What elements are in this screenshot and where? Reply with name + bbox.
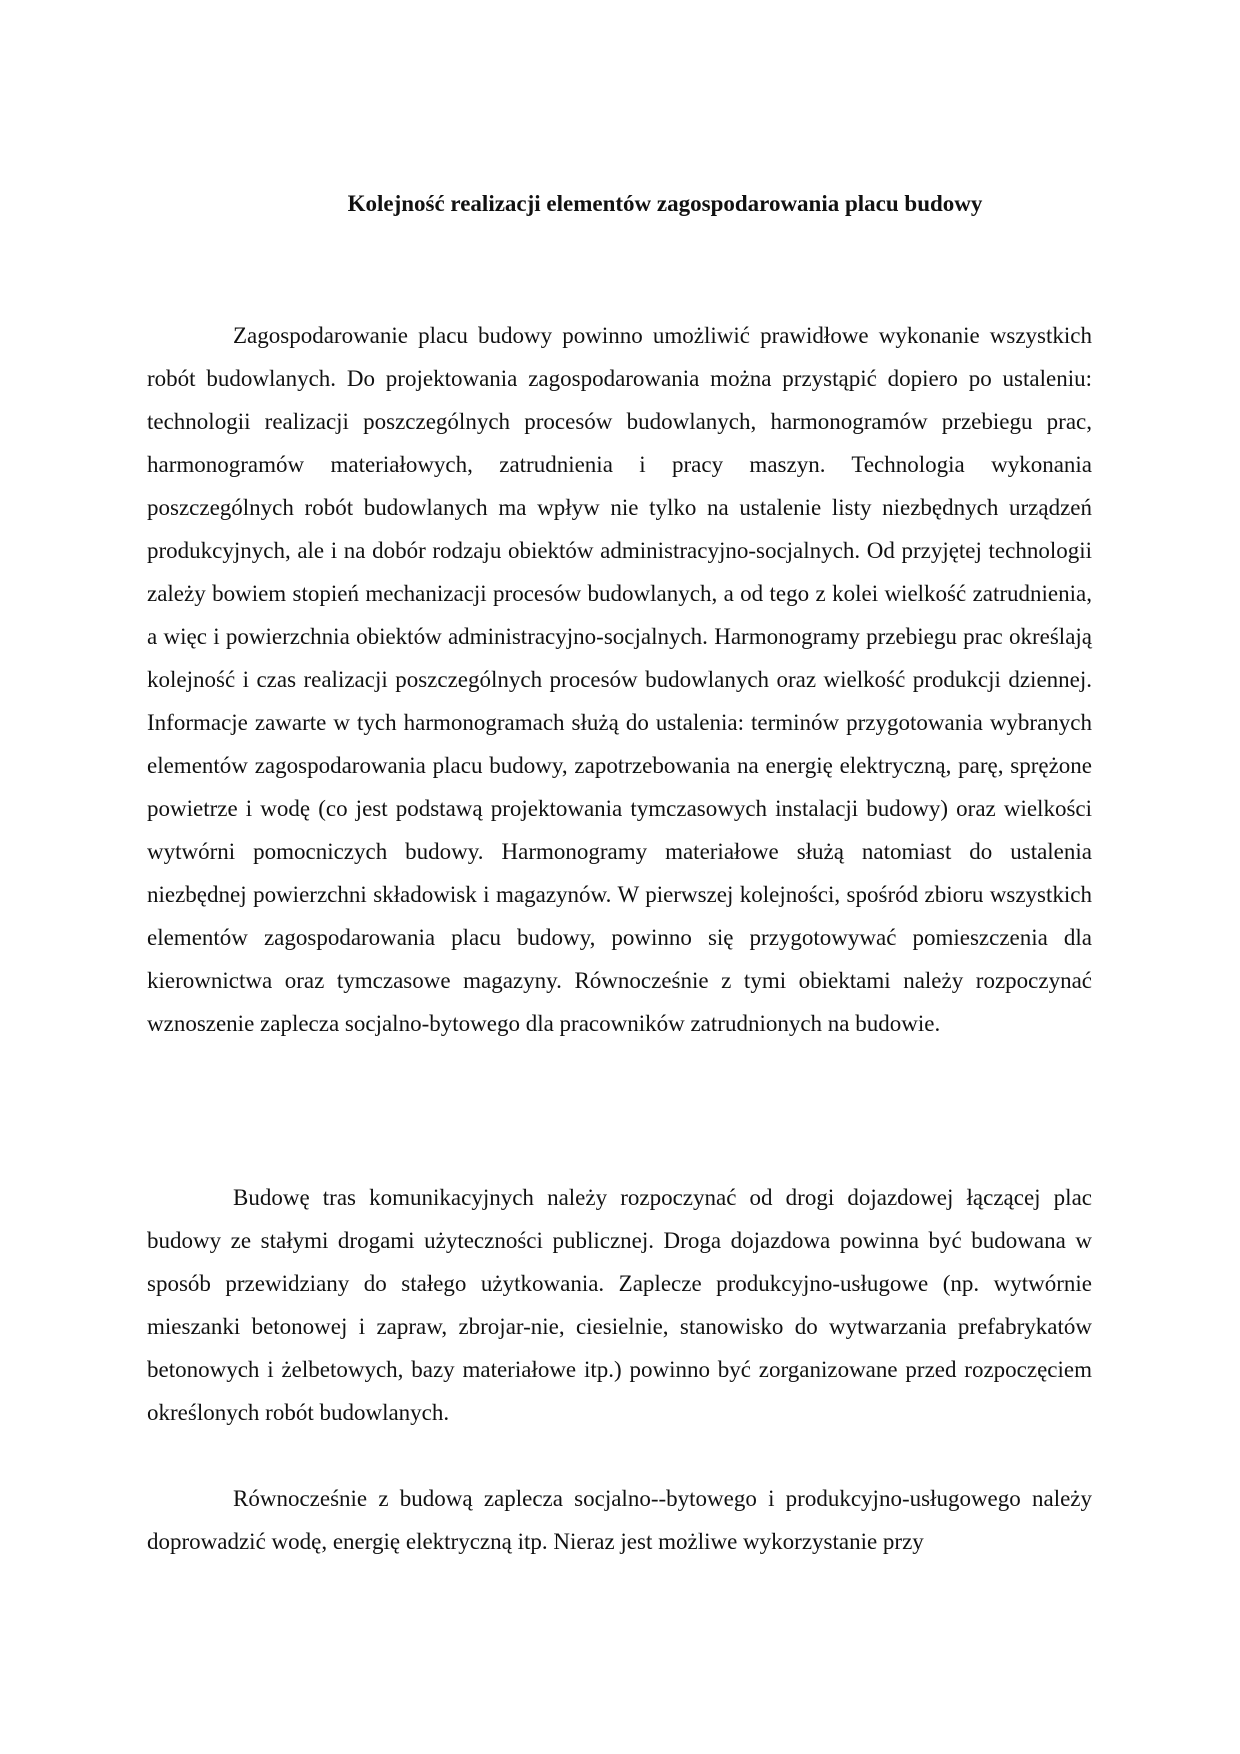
paragraph-access-roads: Budowę tras komunikacyjnych należy rozpoczynać od drogi dojazdowej łączącej plac budowy ze stałymi drogami użyteczności publicznej. Droga dojazdowa powinna być budowana w sposób przewidziany do stałego użytkowania. Zaplecze produkcyjno-usługowe (np. wytwórnie mieszanki betonowej i zapraw, zbrojar-nie, ciesielnie, stanowisko do wytwarzania prefabrykatów betonowych i żelbetowych, bazy materiałowe itp.) powinno być zorganizowane przed rozpoczęciem określonych robót budowlanych. bbox=[147, 1185, 1092, 1425]
paragraph-site-planning: Zagospodarowanie placu budowy powinno umożliwić prawidłowe wykonanie wszystkich robót budowlanych. Do projektowania zagospodarowania można przystąpić dopiero po ustaleniu: technologii realizacji poszczególnych procesów budowlanych, harmonogramów przebiegu prac, harmonogramów materiałowych, zatrudnienia i pracy maszyn. Technologia wykonania poszczególnych robót budowlanych ma wpływ nie tylko na ustalenie listy niezbędnych urządzeń produkcyjnych, ale i na dobór rodzaju obiektów administracyjno-socjalnych. Od przyjętej technologii zależy bowiem stopień mechanizacji procesów budowlanych, a od tego z kolei wielkość zatrudnienia, a więc i powierzchnia obiektów administracyjno-socjalnych. Harmonogramy przebiegu prac określają kolejność i czas realizacji poszczególnych procesów budowlanych oraz wielkość produkcji dziennej. Informacje zawarte w tych harmonogramach służą do ustalenia: terminów przygotowania wybranych elementów zagospodarowania placu budowy, zapotrzebowania na energię elektryczną, parę, sprężone powietrze i wodę (co jest podstawą projektowania tymczasowych instalacji budowy) oraz wielkości wytwórni pomocniczych budowy. Harmonogramy materiałowe służą natomiast do ustalenia niezbędnej powierzchni składowisk i magazynów. W pierwszej kolejności, spośród zbioru wszystkich elementów zagospodarowania placu budowy, powinno się przygotowywać pomieszczenia dla kierownictwa oraz tymczasowe magazyny. Równocześnie z tymi obiektami należy rozpoczynać wznoszenie zaplecza socjalno-bytowego dla pracowników zatrudnionych na budowie. bbox=[147, 323, 1092, 1036]
document-title: Kolejność realizacji elementów zagospodarowania placu budowy bbox=[347, 191, 983, 216]
paragraph-utilities: Równocześnie z budową zaplecza socjalno--bytowego i produkcyjno-usługowego należy doprowadzić wodę, energię elektryczną itp. Nieraz jest możliwe wykorzystanie przy bbox=[147, 1486, 1092, 1554]
